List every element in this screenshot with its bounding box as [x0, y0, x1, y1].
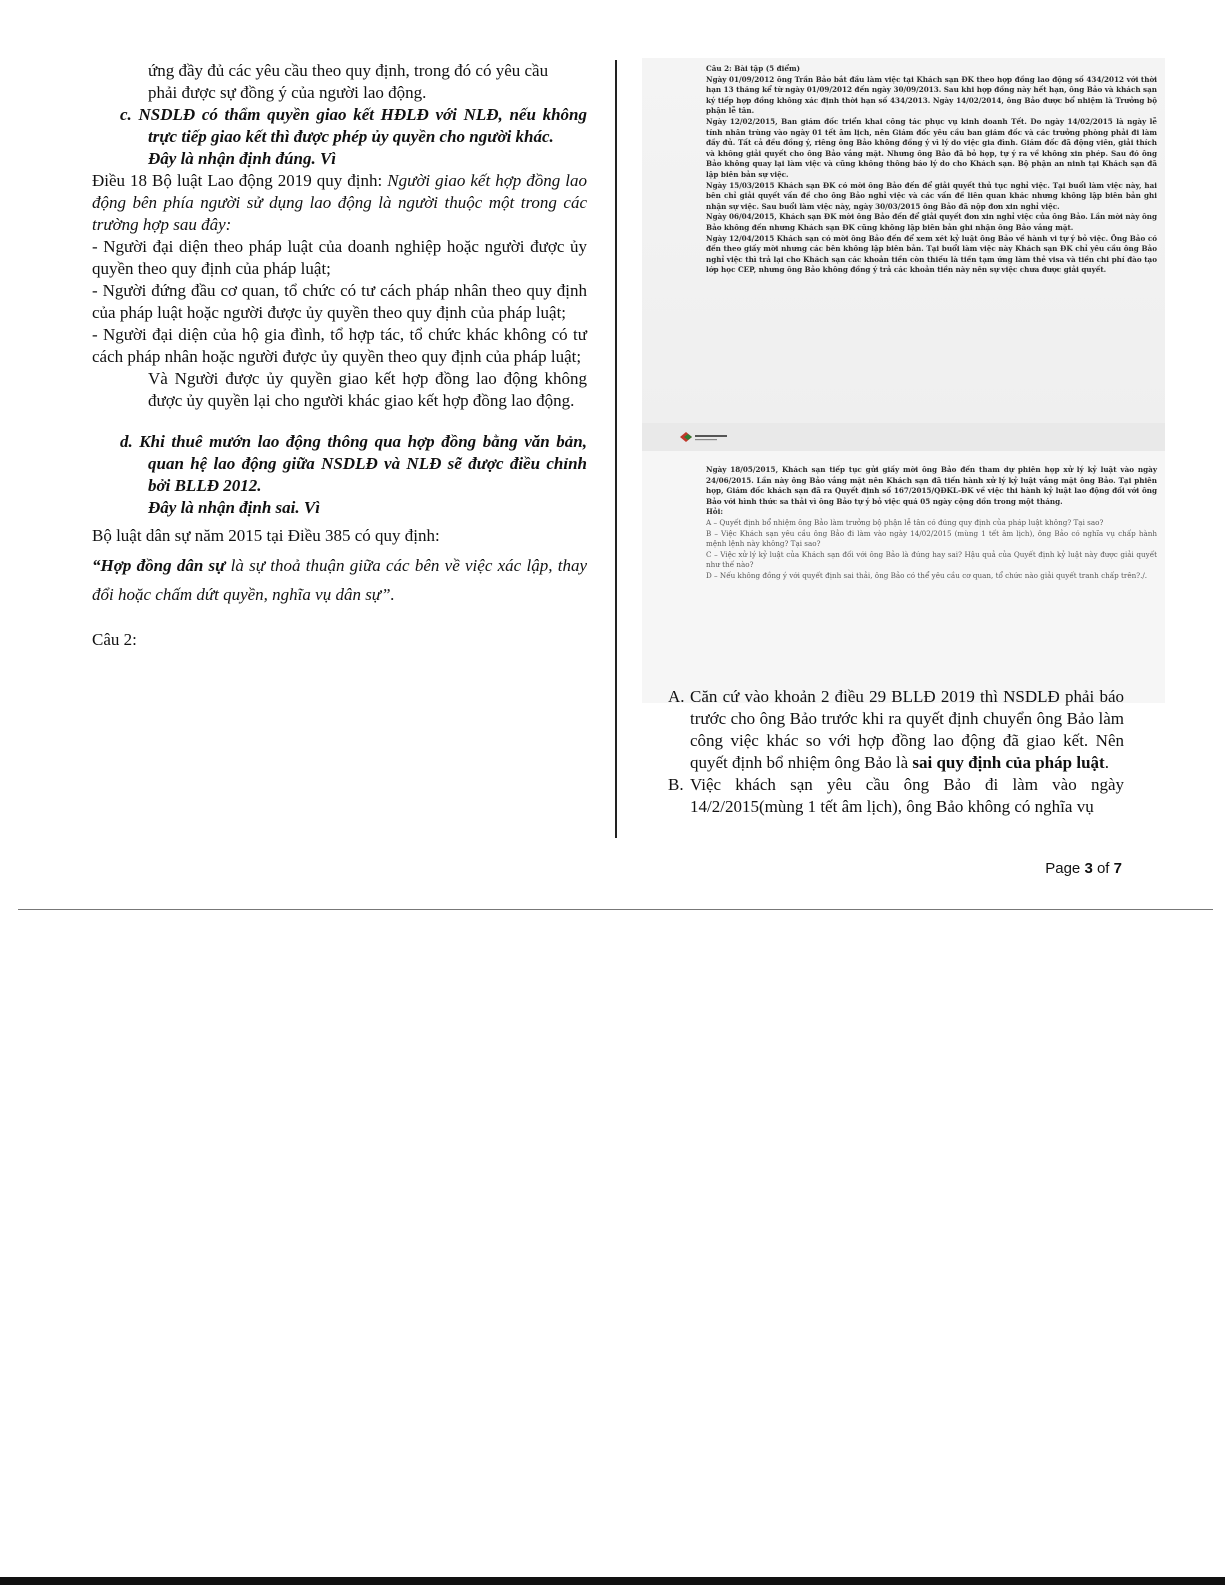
article-18	[92, 170, 587, 236]
scan-p1-3: Ngày 15/03/2015 Khách sạn ĐK có mời ông Bảo đến để giải quyết thủ tục nghỉ việc. Tại buổi làm việc này, hai bên chỉ giải quyết vấn đề cho ông Bảo nghỉ việc và các vấn đề liên quan khác nhưng không lập biên bản ghi nhận sự việc. Sau buổi làm việc này, ngày 30/03/2015 ông Bảo đã nộp đơn xin nghỉ việc.	[706, 180, 1157, 211]
answer-a-marker: A.	[668, 687, 685, 706]
answer-b-text: Việc khách sạn yêu cầu ông Bảo đi làm vào ngày 14/2/2015(mùng 1 tết âm lịch), ông Bảo không có nghĩa vụ	[690, 775, 1124, 816]
scan-p2-0: Ngày 18/05/2015, Khách sạn tiếp tục gửi giấy mời ông Bảo đến tham dự phiên họp xử lý kỷ luật vào ngày 24/06/2015. Lần này ông Bảo vắng mặt nên Khách sạn đã tiến hành xử lý kỷ luật vắng mặt ông Bảo. Tại phiên họp, Giám đốc khách sạn đã ra Quyết định số 167/2015/QĐKL-ĐK về việc thi hành kỷ luật lao động đối với ông Bảo với hình thức sa thải vì ông Bảo tự ý bỏ việc quá 05 ngày cộng dồn trong một tháng.	[706, 465, 1157, 506]
bullet-3: - Người đại diện của hộ gia đình, tổ hợp tác, tổ chức khác không có tư cách pháp nhân hoặc người được ủy quyền theo quy định của pháp luật;	[92, 325, 587, 366]
authorized-note: Và Người được ủy quyền giao kết hợp đồng lao động không được ủy quyền lại cho người khác giao kết hợp đồng lao động.	[148, 369, 587, 410]
scan-p1-4: Ngày 06/04/2015, Khách sạn ĐK mời ông Bảo đến để giải quyết đơn xin nghỉ việc của ông Bảo. Lần mời này ông Bảo không đến nhưng Khách sạn ĐK cũng không lập biên bản ghi nhận ông Bảo vắng mặt.	[706, 212, 1157, 232]
scan-part-2	[642, 451, 1165, 703]
answer-a	[668, 686, 1124, 774]
cau-2-label: Câu 2:	[92, 630, 137, 649]
scan-question-a: A – Quyết định bổ nhiệm ông Bảo làm trưởng bộ phận lễ tân có đúng quy định của pháp luật không? Tại sao?	[706, 517, 1104, 527]
civil-code-quote	[92, 551, 587, 609]
scan-p1-0: Câu 2: Bài tập (5 điểm)	[706, 64, 800, 73]
section-d-heading: d. Khi thuê mướn lao động thông qua hợp đồng bằng văn bản, quan hệ lao động giữa NSDLĐ và NLĐ sẽ được điều chỉnh bởi BLLĐ 2012.	[120, 432, 587, 495]
quote-bold: “Hợp đồng dân sự	[92, 556, 226, 575]
scan-p1-1: Ngày 01/09/2012 ông Trần Bảo bắt đầu làm việc tại Khách sạn ĐK theo hợp đồng lao động số 434/2012 với thời hạn 13 tháng kể từ ngày 01/09/2012 đến ngày 30/09/2013. Sau khi hợp đồng này hết hạn, ông Bảo và khách sạn ký tiếp hợp đồng không xác định thời hạn số 434/2013. Ngày 14/02/2014, ông Bảo được bổ nhiệm là Trưởng bộ phận lễ tân.	[706, 74, 1157, 116]
law-firm-logo-icon	[680, 431, 728, 443]
article-18-prefix: Điều 18 Bộ luật Lao động 2019 quy định:	[92, 171, 388, 190]
section-d-verdict: Đây là nhận định sai. Vì	[148, 498, 320, 517]
answer-a-bold: sai quy định của pháp luật	[912, 753, 1105, 772]
page-current: 3	[1084, 860, 1093, 877]
answer-b	[668, 774, 1124, 818]
scan-question-d: D – Nếu không đồng ý với quyết định sai thải, ông Bảo có thể yêu cầu cơ quan, tổ chức nào giải quyết tranh chấp trên?./.	[706, 570, 1148, 580]
answer-a-end: .	[1104, 753, 1109, 772]
scan-p1-5: Ngày 12/04/2015 Khách sạn có mời ông Bảo đến để xem xét kỷ luật ông Bảo về hành vi tự ý bỏ việc. Ông Bảo có đến theo giấy mời nhưng các bên không lập biên bản. Tại buổi làm việc này Khách sạn ĐK chỉ yêu cầu ông Bảo nghỉ việc thì trả lại cho Khách sạn các khoản tiền còn thiếu là tiền tạm ứng làm thẻ visa và tiền chi phí đào tạo lớp học CEP, nhưng ông Bảo không đồng ý trả các khoản tiền này nên sự việc chưa được giải quyết.	[706, 233, 1157, 275]
page-separator	[18, 909, 1213, 910]
answer-a-text: Căn cứ vào khoản 2 điều 29 BLLĐ 2019 thì NSDLĐ phải báo trước cho ông Bảo trước khi ra quyết định chuyển ông Bảo làm công việc khác so với hợp đồng lao động đã giao kết. Nên quyết định bổ nhiệm ông Bảo là	[690, 687, 1124, 772]
scan-p1-2: Ngày 12/02/2015, Ban giám đốc triển khai công tác phục vụ kinh doanh Tết. Do ngày 14/02/2015 là ngày lễ tính nhân trùng vào ngày 01 tết âm lịch, nên Giám đốc yêu cầu ban giám đốc và các trưởng phòng phải đi làm đầy đủ. Tất cả đều đồng ý, riêng ông Bảo không đồng ý vì lý do việc gia đình. Giám đốc đã động viên, giải thích và không giải quyết cho ông Bảo vắng mặt. Nhưng ông Bảo đã bỏ họp, tự ý ra về không xin phép. Sau đó ông Bảo không quay lại làm việc và cũng không thông báo lý do cho Khách sạn. Bộ phận an ninh tại Khách sạn đã lập biên bản sự việc.	[706, 116, 1157, 179]
page-number	[1045, 860, 1122, 877]
bottom-edge	[0, 1577, 1225, 1585]
intro-line-2: phải được sự đồng ý của người lao động.	[148, 83, 427, 102]
scanned-exercise-image	[642, 58, 1165, 703]
page-total: 7	[1113, 860, 1122, 877]
section-c	[92, 104, 587, 170]
scan-question-b: B – Việc Khách sạn yêu cầu ông Bảo đi làm vào ngày 14/02/2015 (mùng 1 tết âm lịch), ông Bảo có nghĩa vụ chấp hành mệnh lệnh này không? Tại sao?	[706, 528, 1157, 549]
answer-a-body	[690, 686, 1124, 774]
section-c-verdict: Đây là nhận định đúng. Vì	[148, 149, 337, 168]
left-column	[92, 60, 587, 651]
quote-rest: là sự thoả thuận giữa các bên về việc xác lập, thay đổi hoặc chấm dứt quyền, nghĩa vụ dân sự”.	[92, 556, 587, 604]
answer-b-marker: B.	[668, 775, 684, 794]
bullet-1: - Người đại diện theo pháp luật của doanh nghiệp hoặc người được ủy quyền theo quy định của pháp luật;	[92, 237, 587, 278]
bullet-2: - Người đứng đầu cơ quan, tổ chức có tư cách pháp nhân theo quy định của pháp luật hoặc người được ủy quyền theo quy định của pháp luật;	[92, 281, 587, 322]
answers	[668, 686, 1124, 818]
section-c-heading: c. NSDLĐ có thẩm quyền giao kết HĐLĐ với NLĐ, nếu không trực tiếp giao kết thì được phép ủy quyền cho người khác.	[120, 105, 587, 146]
page-label: Page	[1045, 860, 1081, 877]
intro-line-1: ứng đầy đủ các yêu cầu theo quy định, trong đó có yêu cầu	[148, 61, 549, 80]
civil-code-line: Bộ luật dân sự năm 2015 tại Điều 385 có quy định:	[92, 526, 440, 545]
scan-band	[642, 423, 1165, 451]
scan-part-1	[642, 58, 1165, 423]
section-d	[92, 431, 587, 519]
column-divider	[615, 60, 617, 838]
scan-question-c: C – Việc xử lý kỷ luật của Khách sạn đối với ông Bảo là đúng hay sai? Hậu quả của Quyết định kỷ luật này được giải quyết như thế nào?	[706, 549, 1157, 570]
page-of: of	[1096, 860, 1110, 877]
article-18-quote: Người giao kết hợp đồng lao động bên phía người sử dụng lao động là người thuộc một trong các trường hợp sau đây:	[92, 171, 587, 234]
intro-text	[92, 60, 587, 104]
scan-p2-1: Hỏi:	[706, 507, 723, 517]
